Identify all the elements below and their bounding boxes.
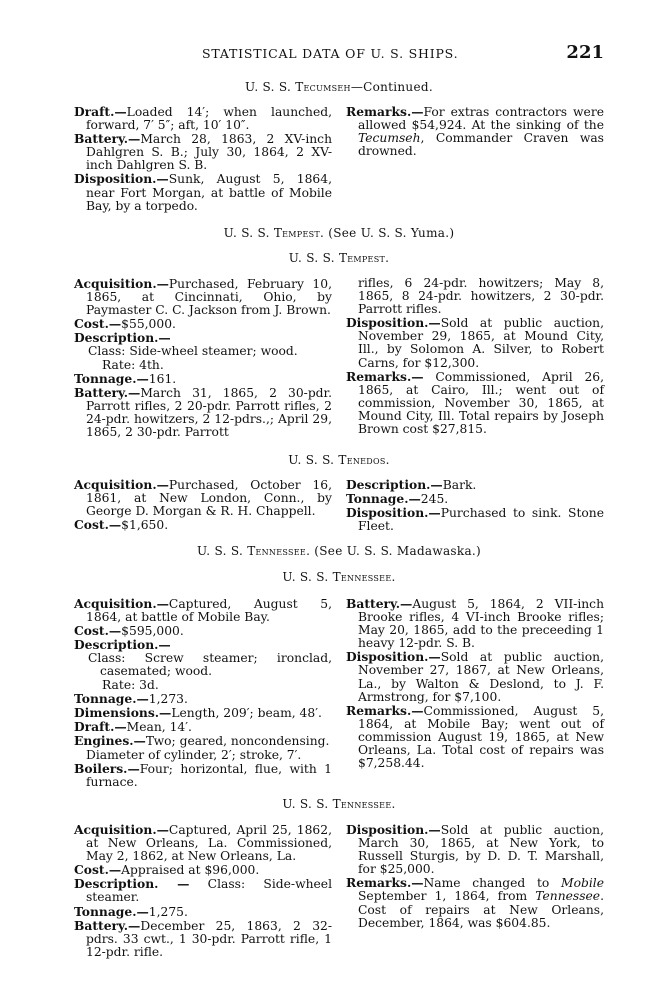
entry-acquisition: Acquisition.—Purchased, February 10, 1865, at Cincinnati, Ohio, by Paymaster C. C. Jackson from J. Brown. bbox=[74, 276, 332, 318]
entry-description: Description.—Bark. bbox=[346, 477, 477, 492]
entry-battery: Battery.—March 31, 1865, 2 30-pdr. Parrott rifles, 2 20-pdr. Parrott rifles, 2 24-pdr. howitzers, 2 12-pdrs.,; April 29, 1865, 2 30-pdr. Parrott bbox=[74, 384, 332, 440]
entry-remarks: Remarks.—Commissioned, August 5, 1864, at Mobile Bay; went out of commission August 19, 1865, at New Orleans, La. Total cost of repairs was $7,258.44. bbox=[346, 702, 604, 771]
page-number: 221 bbox=[566, 42, 604, 63]
entry-disposition: Disposition.—Sold at public auction, March 30, 1865, at New York, to Russell Sturgis, by D. D. T. Marshall, for $25,000. bbox=[346, 822, 604, 877]
entry-tonnage: Tonnage.—1,273. bbox=[74, 690, 188, 706]
entry-remarks: Remarks.—For extras contractors were allowed $54,924. At the sinking of the Tecumseh, Commander Craven was drowned. bbox=[346, 104, 604, 159]
entry-dimensions: Dimensions.—Length, 209′; beam, 48′. bbox=[74, 704, 322, 720]
entry-draft: Draft.—Loaded 14′; when launched, forward, 7′ 5″; aft, 10′ 10″. bbox=[74, 104, 332, 133]
entry-cost: Cost.—$55,000. bbox=[74, 316, 176, 332]
tecumseh-left-column bbox=[74, 105, 332, 213]
entry-tonnage: Tonnage.—1,275. bbox=[74, 903, 188, 919]
entry-description: Description. — Class: Side-wheel steamer. bbox=[74, 876, 332, 905]
running-head bbox=[74, 44, 604, 66]
entry-disposition: Disposition.—Purchased to sink. Stone Fleet. bbox=[346, 505, 604, 534]
tenedos-left-column bbox=[74, 478, 332, 532]
running-head-title: STATISTICAL DATA OF U. S. SHIPS. bbox=[202, 46, 459, 61]
tenedos-right-column bbox=[346, 478, 604, 533]
entry-acquisition: Acquisition.—Purchased, October 16, 1861, at New London, Conn., by George D. Morgan & R. H. Chappell. bbox=[74, 477, 332, 519]
entry-battery-continued: rifles, 6 24-pdr. howitzers; May 8, 1865, 8 24-pdr. howitzers, 2 30-pdr. Parrott rifles. bbox=[358, 276, 604, 317]
entry-rate: Rate: 3d. bbox=[102, 677, 159, 692]
entry-remarks: Remarks.—Name changed to Mobile September 1, 1864, from Tennessee. Cost of repairs at New Orleans, December, 1864, was $604.85. bbox=[346, 875, 604, 930]
tempest-right-column bbox=[346, 277, 604, 436]
entry-cost: Cost.—$1,650. bbox=[74, 517, 169, 533]
entry-disposition: Disposition.—Sold at public auction, November 27, 1867, at New Orleans, La., by Walton & Deslond, to J. F. Armstrong, for $7,100. bbox=[346, 649, 604, 704]
entry-remarks: Remarks.— Commissioned, April 26, 1865, at Cairo, Ill.; went out of commission, November 30, 1865, at Mound City, Ill. Total repairs by Joseph Brown cost $27,815. bbox=[346, 368, 604, 437]
tennessee-1864-left-column bbox=[74, 597, 332, 789]
entry-cylinder: Diameter of cylinder, 2′; stroke, 7′. bbox=[86, 748, 302, 763]
entry-draft: Draft.—Mean, 14′. bbox=[74, 718, 192, 734]
entry-battery: Battery.—March 28, 1863, 2 XV-inch Dahlgren S. B.; July 30, 1864, 2 XV-inch Dahlgren S. B. bbox=[74, 131, 332, 173]
entry-disposition: Disposition.—Sunk, August 5, 1864, near Fort Morgan, at battle of Mobile Bay, by a torpedo. bbox=[74, 171, 332, 213]
entry-battery: Battery.—August 5, 1864, 2 VII-inch Brooke rifles, 4 VI-inch Brooke rifles; May 20, 1865, add to the preceeding 1 heavy 12-pdr. S. B. bbox=[346, 596, 604, 651]
section-heading-tennessee-see-madawaska: U. S. S. Tennessee. (See U. S. S. Madawaska.) bbox=[197, 544, 481, 558]
entry-cost: Cost.—Appraised at $96,000. bbox=[74, 862, 260, 878]
entry-acquisition: Acquisition.—Captured, August 5, 1864, at battle of Mobile Bay. bbox=[74, 596, 332, 625]
entry-description: Description.— bbox=[74, 330, 171, 346]
section-heading-tennessee-1864: U. S. S. Tennessee. bbox=[282, 570, 396, 584]
tennessee-1864-right-column bbox=[346, 597, 604, 770]
entry-class: Class: Screw steamer; ironclad, casemated; wood. bbox=[88, 651, 332, 679]
section-heading-tempest: U. S. S. Tempest. bbox=[288, 251, 390, 265]
section-heading-tecumseh-continued: U. S. S. Tecumseh—Continued. bbox=[245, 80, 433, 94]
section-heading-tempest-see-yuma: U. S. S. Tempest. (See U. S. S. Yuma.) bbox=[223, 226, 455, 240]
entry-rate: Rate: 4th. bbox=[102, 357, 164, 372]
entry-engines: Engines.—Two; geared, noncondensing. bbox=[74, 732, 330, 748]
section-heading-tenedos: U. S. S. Tenedos. bbox=[288, 453, 390, 467]
entry-tonnage: Tonnage.—161. bbox=[74, 370, 177, 386]
section-heading-tennessee-1862: U. S. S. Tennessee. bbox=[282, 797, 396, 811]
entry-boilers: Boilers.—Four; horizontal, flue, with 1 furnace. bbox=[74, 761, 332, 790]
tempest-left-column bbox=[74, 277, 332, 439]
entry-acquisition: Acquisition.—Captured, April 25, 1862, at New Orleans, La. Commissioned, May 2, 1862, at New Orleans, La. bbox=[74, 822, 332, 864]
entry-cost: Cost.—$595,000. bbox=[74, 623, 184, 639]
tennessee-1862-right-column bbox=[346, 823, 604, 930]
tennessee-1862-left-column bbox=[74, 823, 332, 959]
entry-battery: Battery.—December 25, 1863, 2 32-pdrs. 33 cwt., 1 30-pdr. Parrott rifle, 1 12-pdr. rifle. bbox=[74, 917, 332, 959]
tecumseh-right-column bbox=[346, 105, 604, 158]
entry-tonnage: Tonnage.—245. bbox=[346, 491, 449, 507]
entry-class: Class: Side-wheel steamer; wood. bbox=[88, 344, 298, 359]
entry-description: Description.— bbox=[74, 637, 171, 653]
entry-disposition: Disposition.—Sold at public auction, November 29, 1865, at Mound City, Ill., by Solomon A. Silver, to Robert Carns, for $12,300. bbox=[346, 315, 604, 370]
